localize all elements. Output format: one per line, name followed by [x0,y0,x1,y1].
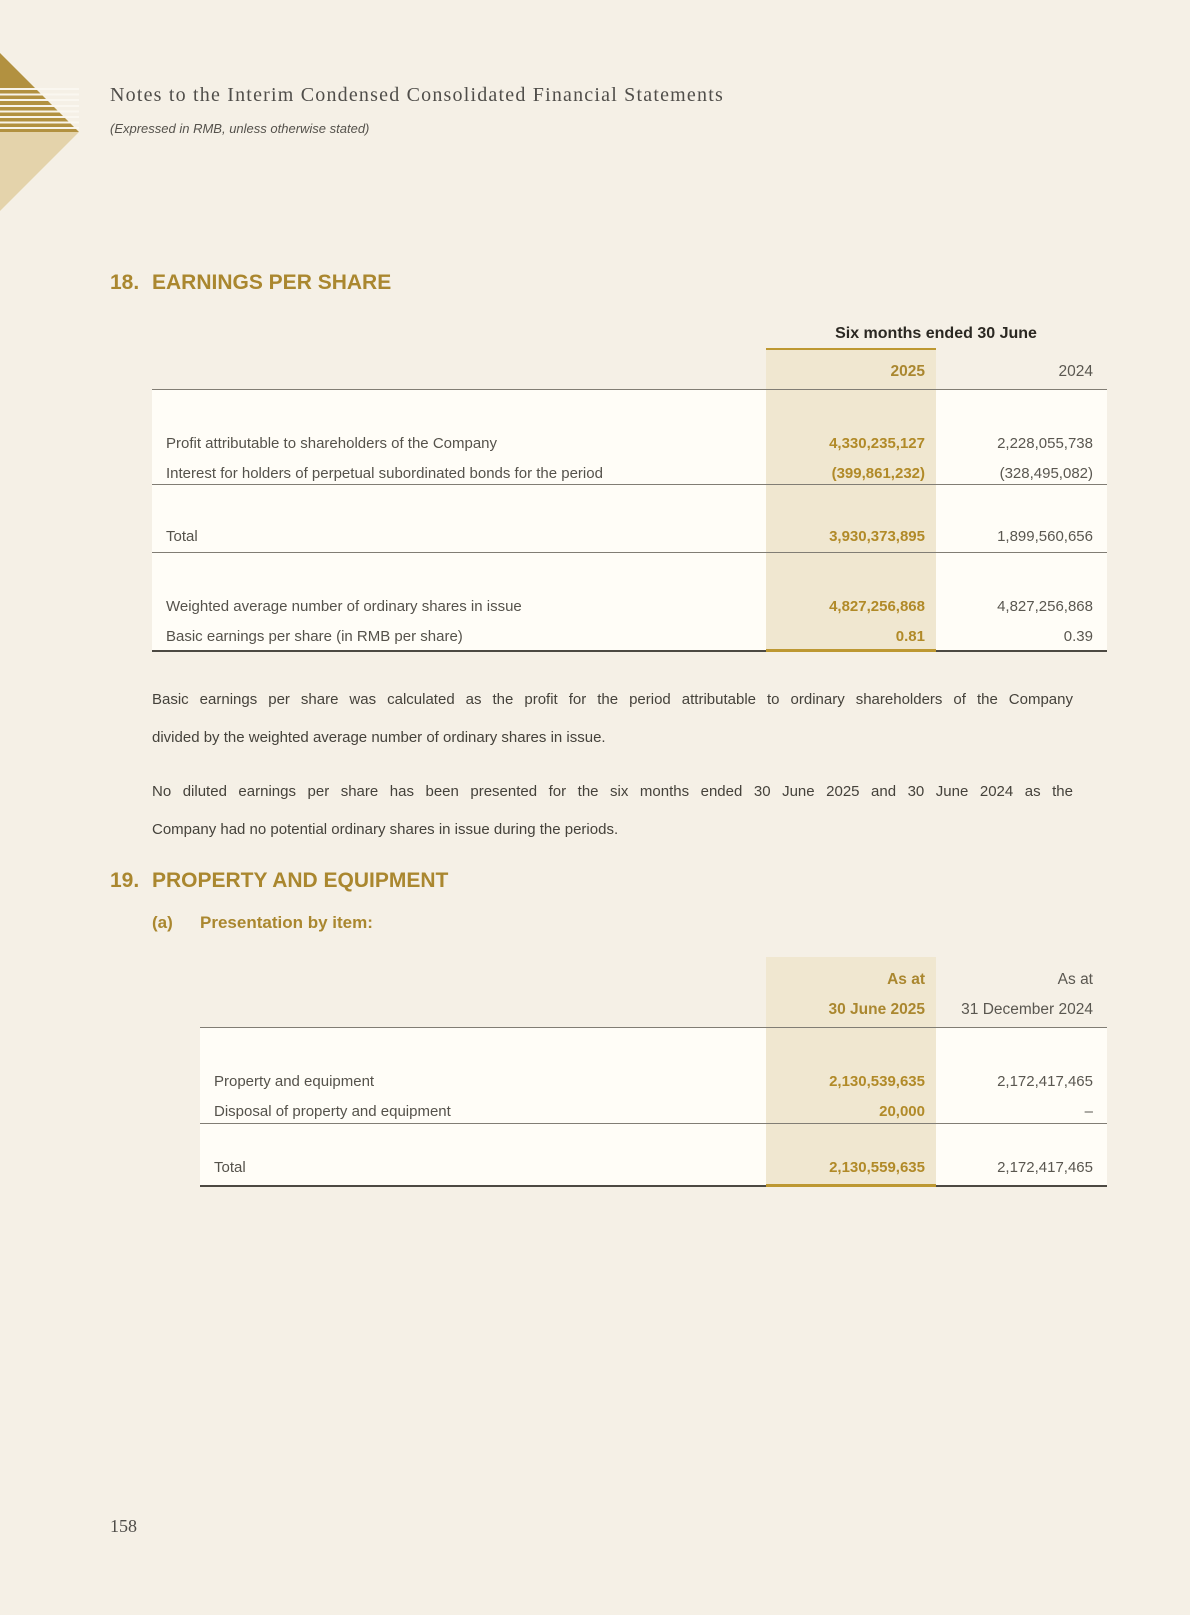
property-equipment-table [200,940,1107,1190]
table-row [200,1072,1107,1092]
pe-col-prior-date: 31 December 2024 [961,1001,1093,1018]
row-value-current: 20,000 [879,1103,925,1120]
paragraph-line: Basic earnings per share was calculated as the profit for the period attributable to ordinary shareholders of the Company [152,691,1073,708]
pe-current-column-highlight [766,957,936,1184]
eps-year-header-row [152,362,1107,382]
row-value-prior: 2,172,417,465 [997,1073,1093,1090]
eps-col-2024: 2024 [1058,363,1093,380]
row-value-current: 2,130,559,635 [829,1159,925,1176]
paragraph-line: No diluted earnings per share has been presented for the six months ended 30 June 2025 and 30 June 2024 as the [152,783,1073,800]
eps-subtotal-rule [152,484,1107,485]
row-label: Interest for holders of perpetual subordinated bonds for the period [166,465,603,482]
row-label: Profit attributable to shareholders of the Company [166,435,498,452]
section-18-title: EARNINGS PER SHARE [152,271,392,294]
section-19-number: 19. [110,869,140,892]
pe-header-row-1 [200,970,1107,990]
eps-bottom-gold-rule [766,649,936,652]
document-subtitle: (Expressed in RMB, unless otherwise stated) [110,121,370,136]
row-value-2024: 0.39 [1063,628,1093,645]
section-19-title: PROPERTY AND EQUIPMENT [152,869,449,892]
pe-bottom-rule [200,1185,1107,1187]
eps-bottom-rule [152,650,1107,652]
table-row [152,597,1107,617]
row-value-2025: 3,930,373,895 [829,528,925,545]
row-value-prior: – [1084,1103,1093,1120]
row-value-2024: 4,827,256,868 [997,598,1093,615]
section-19-heading [110,869,448,893]
eps-header-gold-rule [766,348,936,350]
diluted-eps-paragraph [152,773,1073,849]
eps-period-header: Six months ended 30 June [835,325,1037,342]
pe-col-current-date: 30 June 2025 [828,1001,925,1018]
row-value-2024: 2,228,055,738 [997,435,1093,452]
eps-total-rule [152,552,1107,553]
section-19a-letter: (a) [152,913,173,932]
table-row [152,464,1107,484]
logo-tan-triangle-icon [0,132,79,211]
pe-subtotal-rule [200,1123,1107,1124]
pe-col-current-asat: As at [887,971,925,988]
row-value-2025: (399,861,232) [831,465,925,482]
row-label: Weighted average number of ordinary shares in issue [166,598,522,615]
eps-header-rule [152,389,1107,390]
eps-table [152,325,1107,657]
section-19a-title: Presentation by item: [200,913,373,932]
company-logo [0,53,79,211]
page-number: 158 [110,1516,137,1536]
row-value-2024: 1,899,560,656 [997,528,1093,545]
row-label: Property and equipment [214,1073,375,1090]
pe-col-prior-asat: As at [1057,971,1093,988]
pe-header-rule [200,1027,1107,1028]
paragraph-line: Company had no potential ordinary shares in issue during the periods. [152,821,619,838]
pe-header-row-2 [200,1000,1107,1020]
row-value-2025: 4,330,235,127 [829,435,925,452]
pe-bottom-gold-rule [766,1184,936,1187]
table-row [200,1102,1107,1122]
document-title: Notes to the Interim Condensed Consolidated Financial Statements [110,84,724,106]
row-label: Total [166,528,198,545]
table-row-total [152,527,1107,547]
row-value-2024: (328,495,082) [999,465,1093,482]
row-value-prior: 2,172,417,465 [997,1159,1093,1176]
table-row [152,434,1107,454]
row-label: Basic earnings per share (in RMB per share) [166,628,463,645]
row-label: Disposal of property and equipment [214,1103,451,1120]
section-18-heading [110,271,391,295]
eps-explanation-paragraph [152,681,1073,757]
logo-stripes-icon [0,88,79,133]
row-label: Total [214,1159,246,1176]
row-value-2025: 4,827,256,868 [829,598,925,615]
table-row [152,627,1107,647]
table-row-total [200,1158,1107,1178]
paragraph-line: divided by the weighted average number of ordinary shares in issue. [152,729,606,746]
eps-col-2025: 2025 [890,363,925,380]
row-value-current: 2,130,539,635 [829,1073,925,1090]
section-18-number: 18. [110,271,140,294]
section-19a-heading [152,913,373,933]
row-value-2025: 0.81 [895,628,925,645]
